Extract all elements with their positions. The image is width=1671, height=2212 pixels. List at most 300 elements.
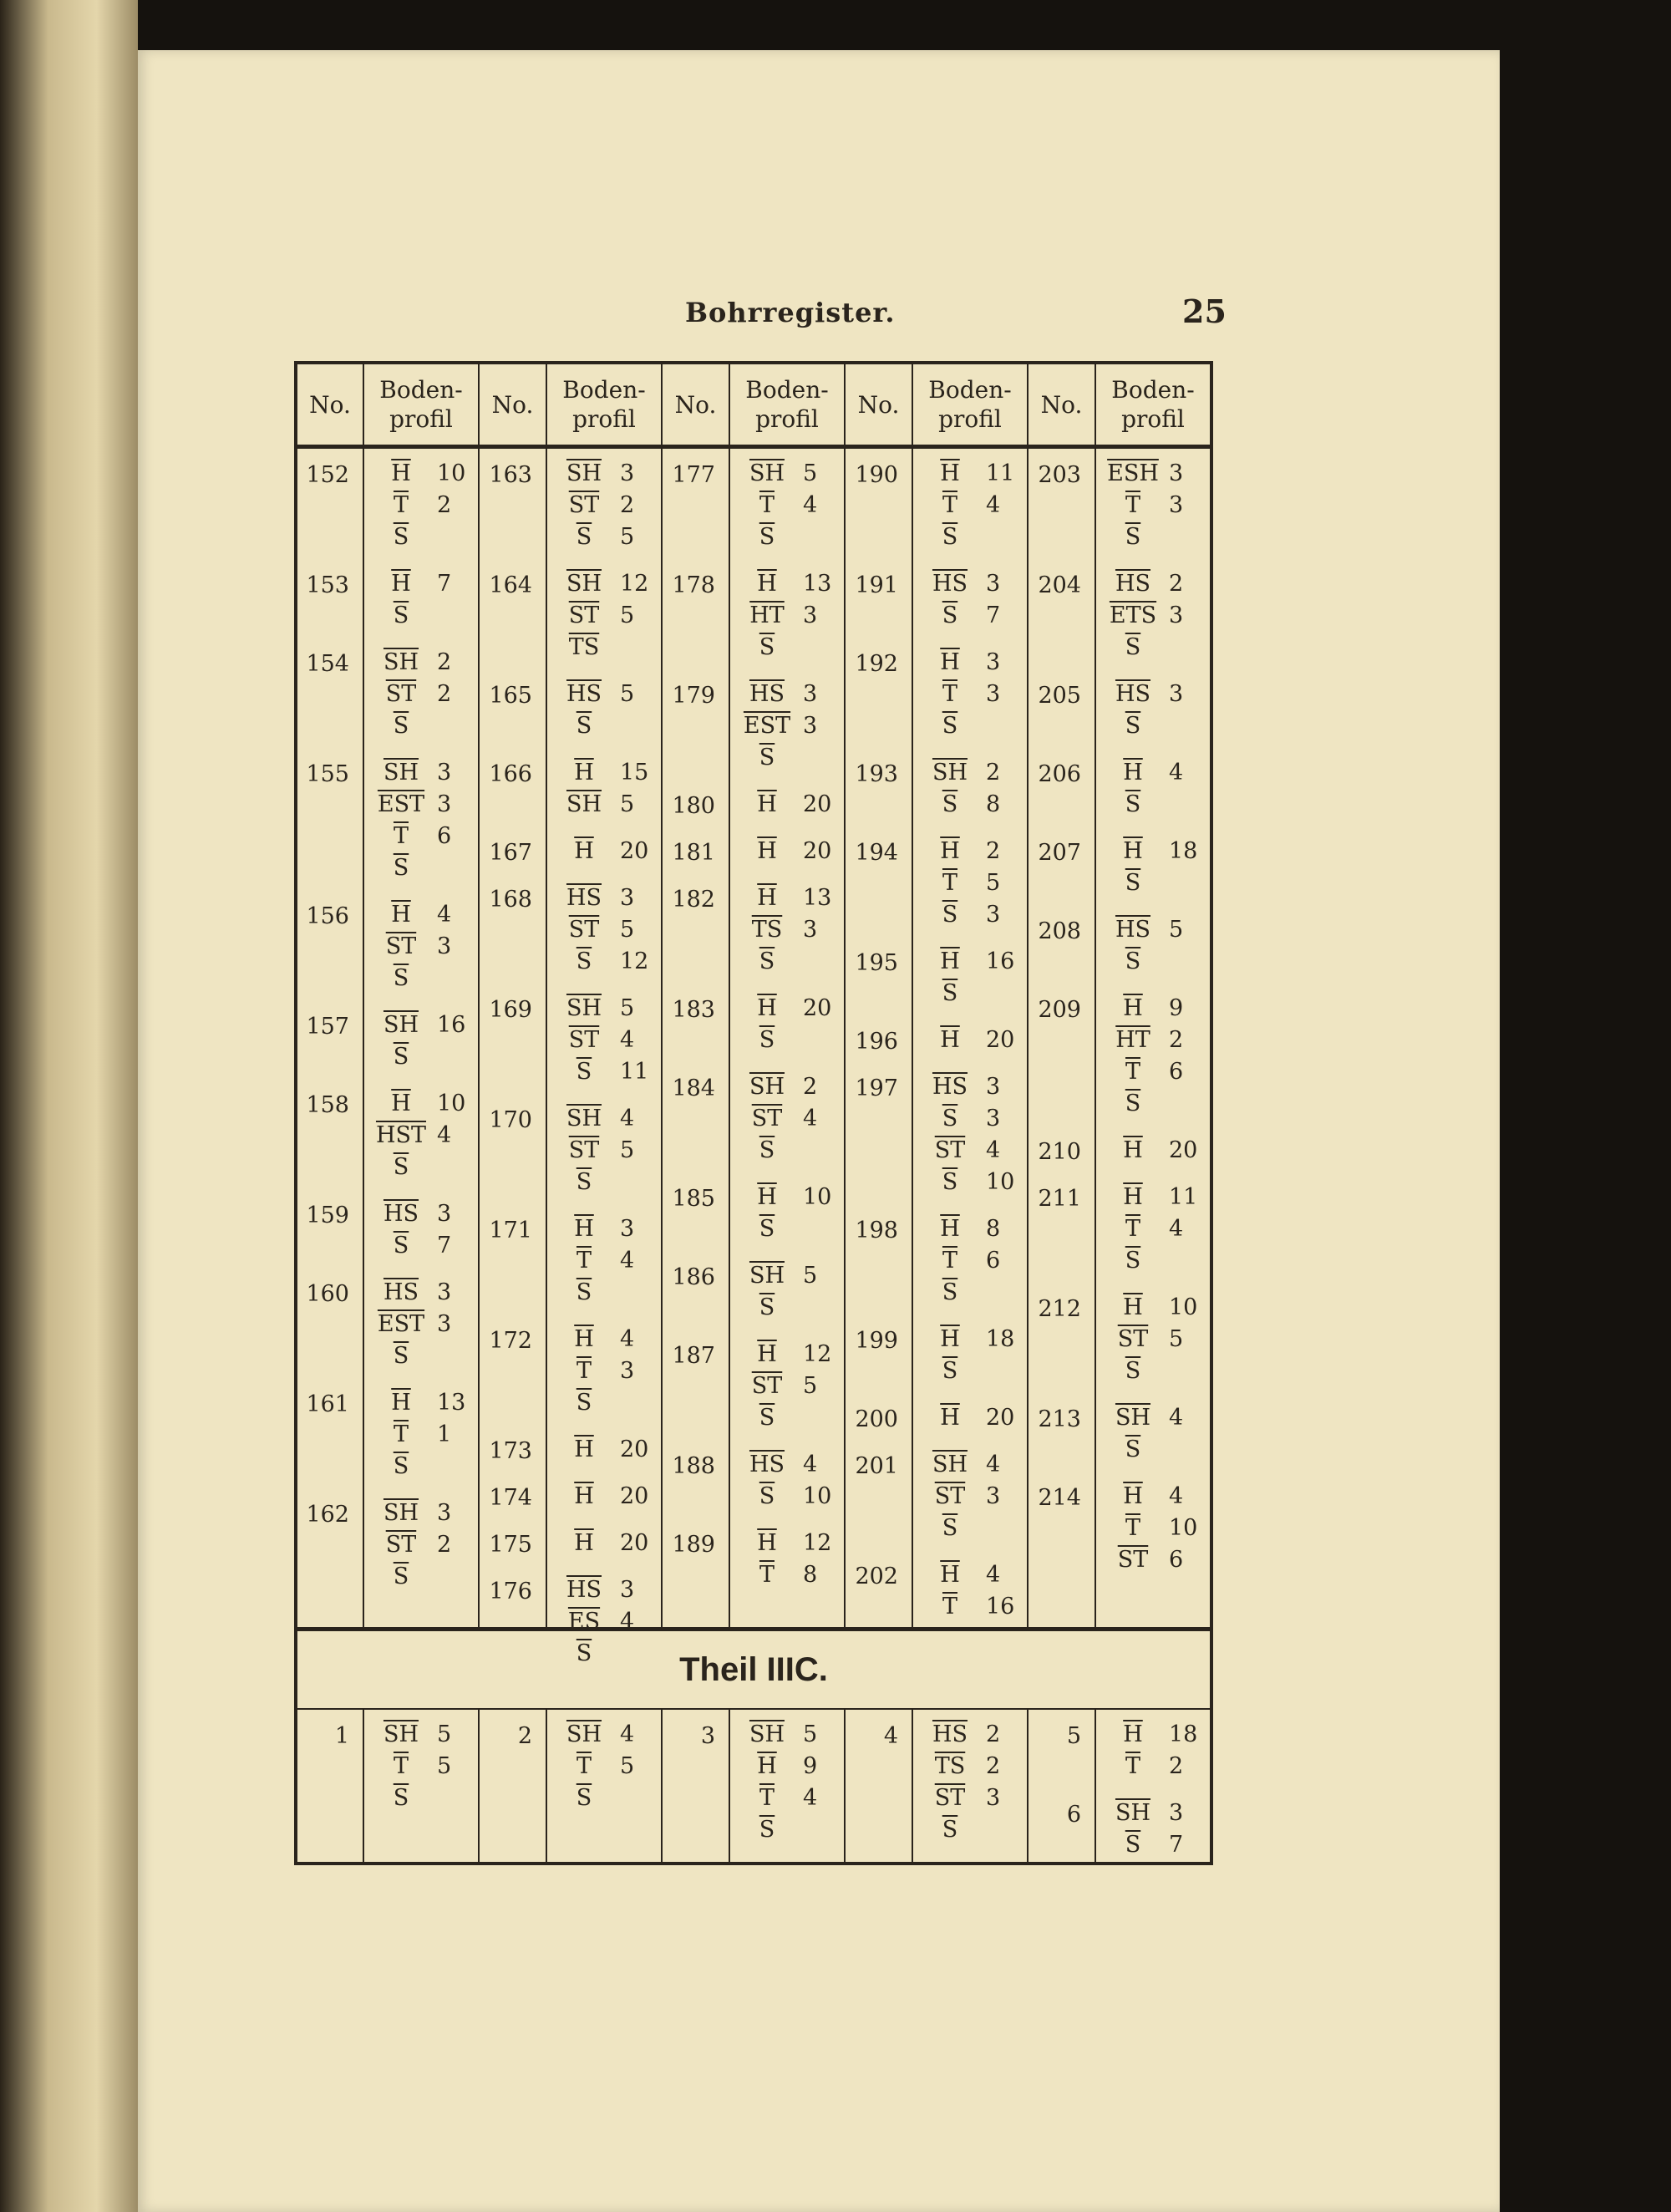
soil-profile-entry [547,1527,661,1559]
layer-symbol: $\overline{H}$ [940,837,960,864]
no-column [1028,447,1095,1630]
bore-number: 196 [855,1029,898,1055]
soil-profile-entry [547,567,661,663]
soil-profile-entry [364,567,478,631]
layer-symbol: $\overline{ST}$ [934,1137,966,1163]
profile-layer [1096,1480,1210,1512]
soil-profile-entry [547,882,661,977]
layer-thickness: 4 [986,1451,1001,1477]
profile-layer [1096,788,1210,820]
profile-layer [364,567,478,599]
profile-layer [730,1070,844,1102]
profile-layer [547,1355,661,1386]
soil-profile-entry [364,1009,478,1072]
layer-symbol: $\overline{S}$ [576,712,592,739]
layer-symbol: $\overline{S}$ [942,791,958,817]
layer-symbol: $\overline{ES}$ [567,1608,601,1635]
profile-layer [364,1782,478,1813]
layer-thickness: 3 [1169,491,1184,518]
layer-thickness: 2 [620,491,635,518]
layer-thickness: 3 [1169,680,1184,707]
profile-layer [1096,678,1210,709]
layer-symbol: $\overline{H}$ [574,1215,594,1242]
bore-number: 173 [489,1438,532,1464]
profile-layer [730,945,844,977]
profile-layer [730,457,844,489]
layer-symbol: $\overline{ST}$ [568,602,600,628]
layer-symbol: $\overline{HS}$ [932,1073,968,1100]
layer-thickness: 10 [803,1183,832,1210]
layer-thickness: 10 [803,1482,832,1509]
profile-layer [547,1213,661,1244]
layer-symbol: $\overline{H}$ [1123,1183,1143,1210]
soil-profile-entry [1096,835,1210,898]
layer-symbol: $\overline{SH}$ [749,460,785,486]
layer-symbol: $\overline{S}$ [942,979,958,1006]
profile-layer [730,599,844,631]
layer-symbol: $\overline{H}$ [940,1561,960,1588]
layer-symbol: $\overline{T}$ [393,1421,409,1447]
profile-layer [730,1448,844,1480]
layer-symbol: $\overline{S}$ [576,1168,592,1195]
layer-symbol: $\overline{S}$ [393,1452,409,1479]
layer-thickness: 5 [803,460,818,486]
layer-symbol: $\overline{ST}$ [385,1531,417,1558]
layer-symbol: $\overline{T}$ [1125,491,1140,518]
layer-thickness: 4 [986,1561,1001,1588]
profile-layer [730,489,844,521]
bore-number: 176 [489,1579,532,1604]
layer-thickness: 4 [620,1608,635,1635]
soil-profile-entry [364,1198,478,1261]
bore-number: 186 [672,1264,715,1290]
layer-thickness: 20 [620,1482,649,1509]
layer-symbol: $\overline{S}$ [942,1816,958,1843]
profile-layer [364,820,478,852]
layer-thickness: 4 [803,1105,818,1131]
profile-layer [730,882,844,913]
layer-symbol: $\overline{SH}$ [1115,1799,1151,1826]
layer-symbol: $\overline{S}$ [1125,712,1141,739]
bore-number: 179 [672,683,715,709]
bore-number: 152 [306,462,349,488]
layer-thickness: 5 [620,523,635,550]
soil-profile-entry [730,457,844,552]
layer-symbol: $\overline{S}$ [576,1389,592,1416]
layer-symbol: $\overline{T}$ [942,869,957,896]
profile-layer [547,1480,661,1512]
layer-thickness: 5 [620,791,635,817]
bore-number: 202 [855,1564,898,1589]
soil-profile-entry [547,835,661,867]
layer-thickness: 4 [986,491,1001,518]
layer-symbol: $\overline{S}$ [393,1232,409,1259]
profile-layer [547,457,661,489]
profile-layer [1096,913,1210,945]
bore-number: 211 [1038,1186,1081,1212]
bore-number: 165 [489,683,532,709]
layer-symbol: $\overline{H}$ [940,648,960,675]
profil-column [729,1709,845,1864]
layer-thickness: 20 [1169,1137,1198,1163]
profile-layer [913,1401,1027,1433]
soil-profile-entry [913,835,1027,930]
layer-symbol: $\overline{S}$ [1125,1090,1141,1116]
profile-layer [913,646,1027,678]
profile-layer [913,945,1027,977]
layer-symbol: $\overline{SH}$ [749,1262,785,1289]
layer-symbol: $\overline{S}$ [759,1294,775,1320]
layer-symbol: $\overline{S}$ [576,523,592,550]
layer-symbol: $\overline{S}$ [759,948,775,974]
layer-symbol: $\overline{HS}$ [566,1576,602,1603]
bore-number: 210 [1038,1139,1081,1165]
layer-thickness: 8 [986,1215,1001,1242]
profile-layer [730,1559,844,1590]
layer-symbol: $\overline{T}$ [1125,1215,1140,1242]
soil-profile-entry [547,457,661,552]
layer-symbol: $\overline{SH}$ [749,1073,785,1100]
layer-symbol: $\overline{ST}$ [568,916,600,943]
profile-layer [730,1338,844,1370]
profile-layer [913,1070,1027,1102]
layer-symbol: $\overline{S}$ [759,744,775,770]
layer-symbol: $\overline{H}$ [1123,994,1143,1021]
soil-profile-entry [913,457,1027,552]
profile-layer [547,945,661,977]
layer-symbol: $\overline{TS}$ [568,633,600,660]
layer-thickness: 11 [986,460,1015,486]
layer-thickness: 2 [1169,1752,1184,1779]
layer-thickness: 18 [986,1325,1015,1352]
layer-thickness: 8 [986,791,1001,817]
profile-layer [547,1134,661,1166]
layer-thickness: 5 [1169,1325,1184,1352]
profile-layer [364,521,478,552]
layer-thickness: 4 [620,1247,635,1274]
profile-layer [364,599,478,631]
layer-symbol: $\overline{S}$ [393,602,409,628]
bore-number: 171 [489,1218,532,1243]
layer-thickness: 3 [437,791,452,817]
layer-symbol: $\overline{ESH}$ [1107,460,1159,486]
bore-number: 162 [306,1502,349,1528]
soil-profile-entry [730,678,844,773]
layer-symbol: $\overline{S}$ [942,523,958,550]
layer-thickness: 3 [986,570,1001,597]
soil-profile-entry [1096,678,1210,741]
layer-symbol: $\overline{H}$ [757,1529,777,1556]
profile-layer [730,1750,844,1782]
layer-thickness: 3 [803,602,818,628]
layer-symbol: $\overline{T}$ [759,1784,775,1811]
layer-symbol: $\overline{T}$ [576,1752,592,1779]
soil-profile-entry [913,1024,1027,1055]
header-no: No. [296,363,363,447]
profile-layer [730,1480,844,1512]
profile-layer [913,1448,1027,1480]
layer-thickness: 2 [1169,570,1184,597]
soil-profile-entry [913,1401,1027,1433]
running-header: Bohrregister. [685,297,896,328]
bohrregister-table [294,361,1213,1865]
profil-column [363,1709,479,1864]
profile-layer [547,631,661,663]
profile-layer [730,1527,844,1559]
bore-number: 4 [883,1723,898,1749]
layer-symbol: $\overline{S}$ [576,1279,592,1305]
soil-profile-entry [730,1070,844,1166]
soil-profile-entry [1096,1134,1210,1166]
layer-symbol: $\overline{H}$ [940,1404,960,1431]
layer-symbol: $\overline{SH}$ [566,1105,602,1131]
layer-thickness: 16 [986,948,1015,974]
bore-number: 200 [855,1406,898,1432]
layer-symbol: $\overline{HS}$ [1115,916,1151,943]
layer-thickness: 3 [1169,602,1184,628]
soil-profile-entry [913,945,1027,1009]
layer-thickness: 4 [1169,1404,1184,1431]
layer-symbol: $\overline{H}$ [940,1325,960,1352]
soil-profile-entry [1096,457,1210,552]
bore-number: 181 [672,840,715,866]
no-column [845,447,912,1630]
no-column [845,1709,912,1864]
soil-profile-entry [730,1338,844,1433]
layer-thickness: 2 [1169,1026,1184,1053]
layer-symbol: $\overline{H}$ [391,570,411,597]
layer-thickness: 2 [437,1531,452,1558]
profile-layer [913,1750,1027,1782]
bore-number: 206 [1038,761,1081,787]
layer-symbol: $\overline{S}$ [942,1514,958,1541]
layer-thickness: 12 [620,948,649,974]
bore-number: 153 [306,572,349,598]
layer-thickness: 2 [986,837,1001,864]
bore-number: 212 [1038,1296,1081,1322]
layer-symbol: $\overline{S}$ [942,1168,958,1195]
profile-layer [547,882,661,913]
profile-layer [913,1512,1027,1543]
profile-layer [547,1055,661,1087]
profile-layer [913,1559,1027,1590]
profile-layer [364,1229,478,1261]
profile-layer [1096,1750,1210,1782]
layer-thickness: 2 [986,759,1001,786]
soil-profile-entry [547,992,661,1087]
layer-thickness: 4 [620,1325,635,1352]
layer-symbol: $\overline{H}$ [1123,759,1143,786]
profile-layer [730,1370,844,1401]
layer-thickness: 5 [803,1721,818,1747]
layer-thickness: 5 [803,1262,818,1289]
bore-number: 6 [1066,1802,1081,1828]
layer-thickness: 2 [803,1073,818,1100]
layer-thickness: 2 [986,1721,1001,1747]
header-no: No. [662,363,729,447]
profile-layer [364,898,478,930]
soil-profile-entry [913,1559,1027,1622]
layer-thickness: 3 [620,1357,635,1384]
layer-thickness: 5 [1169,916,1184,943]
profile-layer [730,1291,844,1323]
profile-layer [730,521,844,552]
layer-symbol: $\overline{H}$ [940,1215,960,1242]
profile-layer [913,1244,1027,1276]
layer-symbol: $\overline{H}$ [574,1529,594,1556]
profile-layer [1096,1213,1210,1244]
layer-symbol: $\overline{T}$ [942,680,957,707]
profile-layer [913,1813,1027,1845]
layer-thickness: 20 [803,994,832,1021]
soil-profile-entry [364,898,478,994]
layer-symbol: $\overline{S}$ [393,964,409,991]
profile-layer [1096,1512,1210,1543]
layer-symbol: $\overline{T}$ [1125,1514,1140,1541]
profil-column [729,447,845,1630]
bore-number: 169 [489,997,532,1023]
section-title-cell [296,1630,1211,1710]
profile-layer [364,1750,478,1782]
profile-layer [1096,457,1210,489]
profile-layer [730,631,844,663]
bore-number: 184 [672,1075,715,1101]
layer-symbol: $\overline{T}$ [1125,1752,1140,1779]
layer-thickness: 3 [986,1073,1001,1100]
soil-profile-entry [730,992,844,1055]
soil-profile-entry [1096,1718,1210,1782]
bore-number: 167 [489,840,532,866]
profile-layer [547,567,661,599]
bore-number: 172 [489,1328,532,1354]
layer-symbol: $\overline{T}$ [942,491,957,518]
layer-symbol: $\overline{T}$ [1125,1058,1140,1085]
layer-symbol: $\overline{SH}$ [383,1011,419,1038]
layer-thickness: 3 [437,759,452,786]
soil-profile-entry [730,1259,844,1323]
layer-symbol: $\overline{S}$ [393,1342,409,1369]
header-no: No. [1028,363,1095,447]
layer-symbol: $\overline{S}$ [942,602,958,628]
layer-symbol: $\overline{HS}$ [932,1721,968,1747]
profile-layer [730,678,844,709]
layer-symbol: $\overline{S}$ [759,1404,775,1431]
profile-layer [730,1782,844,1813]
bore-number: 214 [1038,1485,1081,1511]
layer-thickness: 3 [986,648,1001,675]
layer-thickness: 5 [620,916,635,943]
layer-thickness: 6 [437,822,452,849]
layer-thickness: 2 [437,680,452,707]
layer-symbol: $\overline{S}$ [393,854,409,881]
soil-profile-entry [730,1181,844,1244]
layer-thickness: 6 [986,1247,1001,1274]
layer-symbol: $\overline{HS}$ [932,570,968,597]
layer-thickness: 3 [986,1482,1001,1509]
profile-layer [913,1323,1027,1355]
profile-layer [364,930,478,962]
layer-thickness: 5 [620,1752,635,1779]
layer-thickness: 3 [986,1105,1001,1131]
layer-thickness: 20 [620,837,649,864]
layer-thickness: 5 [437,1721,452,1747]
profile-layer [547,992,661,1024]
profile-layer [364,1386,478,1418]
bore-number: 158 [306,1092,349,1118]
layer-thickness: 3 [620,460,635,486]
profile-layer [913,898,1027,930]
soil-profile-entry [364,646,478,741]
bore-number: 208 [1038,918,1081,944]
layer-symbol: $\overline{T}$ [393,491,409,518]
profile-layer [547,913,661,945]
layer-symbol: $\overline{ST}$ [385,933,417,959]
profile-layer [364,709,478,741]
layer-symbol: $\overline{HS}$ [749,1451,785,1477]
layer-symbol: $\overline{T}$ [942,1593,957,1620]
profile-layer [730,1813,844,1845]
layer-symbol: $\overline{H}$ [574,1436,594,1462]
profile-layer [913,567,1027,599]
layer-thickness: 13 [437,1389,466,1416]
layer-symbol: $\overline{HST}$ [375,1121,427,1148]
layer-symbol: $\overline{S}$ [942,712,958,739]
soil-profile-entry [1096,913,1210,977]
layer-thickness: 5 [620,994,635,1021]
profile-layer [547,1718,661,1750]
layer-symbol: $\overline{H}$ [757,994,777,1021]
layer-thickness: 5 [986,869,1001,896]
layer-symbol: $\overline{S}$ [393,1043,409,1070]
layer-symbol: $\overline{ST}$ [934,1482,966,1509]
layer-thickness: 20 [986,1026,1015,1053]
layer-symbol: $\overline{H}$ [574,1482,594,1509]
layer-thickness: 4 [620,1721,635,1747]
layer-symbol: $\overline{H}$ [1123,1721,1143,1747]
page-number: 25 [1182,292,1227,330]
profile-layer [730,1024,844,1055]
profile-layer [547,709,661,741]
layer-thickness: 11 [1169,1183,1198,1210]
profile-layer [547,1782,661,1813]
soil-profile-entry [364,756,478,883]
layer-symbol: $\overline{H}$ [1123,1294,1143,1320]
bore-number: 166 [489,761,532,787]
profile-layer [1096,489,1210,521]
layer-thickness: 4 [620,1105,635,1131]
layer-thickness: 3 [803,680,818,707]
layer-thickness: 3 [1169,460,1184,486]
bore-number: 175 [489,1532,532,1558]
bore-number: 191 [855,572,898,598]
layer-symbol: $\overline{ST}$ [934,1784,966,1811]
layer-symbol: $\overline{S}$ [1125,1357,1141,1384]
layer-thickness: 5 [620,1137,635,1163]
layer-symbol: $\overline{SH}$ [566,1721,602,1747]
layer-symbol: $\overline{H}$ [1123,1482,1143,1509]
profile-layer [730,1213,844,1244]
profile-layer [913,1276,1027,1308]
layer-thickness: 8 [803,1561,818,1588]
profile-layer [1096,1244,1210,1276]
bore-number: 159 [306,1203,349,1228]
layer-symbol: $\overline{SH}$ [1115,1404,1151,1431]
bore-number: 177 [672,462,715,488]
layer-thickness: 3 [437,1200,452,1227]
layer-thickness: 9 [803,1752,818,1779]
bore-number: 1 [334,1723,349,1749]
layer-symbol: $\overline{HS}$ [1115,570,1151,597]
